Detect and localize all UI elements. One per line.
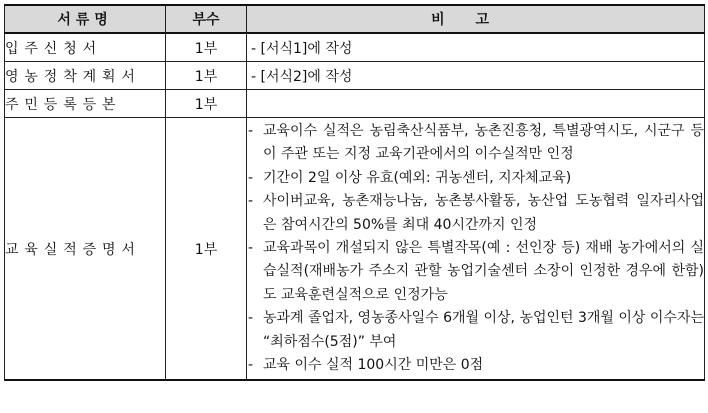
- remark-note: - 기간이 2일 이상 유효(예외: 귀농센터, 지자체교육): [247, 167, 704, 190]
- documents-table: [4, 4, 705, 381]
- doc-name: 영농정착계획서: [5, 62, 166, 90]
- table-row: [5, 33, 705, 62]
- remark-note: - 사이버교육, 농촌재능나눔, 농촌봉사활동, 농산업 도농협력 일자리사업은 참여시간의 50%를 최대 40시간까지 인정: [247, 190, 704, 237]
- doc-copies: 1부: [166, 33, 247, 62]
- doc-remark: - [서식2]에 작성: [247, 62, 705, 90]
- table-row: [5, 62, 705, 90]
- remark-note: - 농과계 졸업자, 영농종사일수 6개월 이상, 농업인턴 3개월 이상 이수자는 “최하점수(5점)” 부여: [247, 307, 704, 354]
- table-row: [5, 118, 705, 381]
- doc-copies: 1부: [166, 118, 247, 381]
- doc-remark: - [서식1]에 작성: [247, 33, 705, 62]
- remark-notes-list: [247, 120, 704, 377]
- doc-remark: [247, 118, 705, 381]
- doc-name: 교육실적증명서: [5, 118, 166, 381]
- remark-note: - 교육이수 실적은 농림축산식품부, 농촌진흥청, 특별광역시도, 시군구 등이 주관 또는 지정 교육기관에서의 이수실적만 인정: [247, 120, 704, 167]
- doc-copies: 1부: [166, 90, 247, 118]
- doc-remark: [247, 90, 705, 118]
- doc-copies: 1부: [166, 62, 247, 90]
- header-remarks: 비고: [247, 5, 705, 33]
- doc-name: 입주신청서: [5, 33, 166, 62]
- header-copies: 부수: [166, 5, 247, 33]
- header-doc-type: 서류명: [5, 5, 166, 33]
- table-row: [5, 90, 705, 118]
- doc-name: 주민등록등본: [5, 90, 166, 118]
- header-row: [5, 5, 705, 33]
- remark-note: - 교육과목이 개설되지 않은 특별작목(예 : 선인장 등) 재배 농가에서의 실습실적(재배농가 주소지 관할 농업기술센터 소장이 인정한 경우에 한함)도 교육훈련실적으로 인정가능: [247, 237, 704, 307]
- remark-note: - 교육 이수 실적 100시간 미만은 0점: [247, 354, 704, 377]
